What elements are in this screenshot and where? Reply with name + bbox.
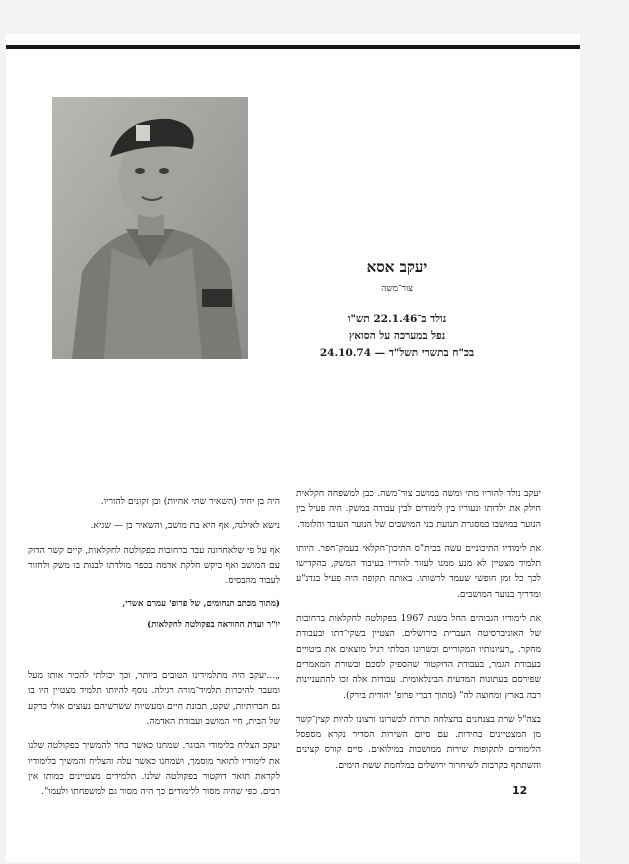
spacer bbox=[28, 638, 280, 668]
tribute-paragraph: יעקב הצליח בלימודי הבוגר. שמחנו כאשר בחר להמשיך בפקולטה שלנו את לימודיו לתואר מוסמך, ושמחנו כאשר עלה והצליח והמשיך בלימודיו לקראת תואר דוקטור בפקולטה שלנו. תלמידים מצטיינים כמותו אין רבים. כפי שהיה מסור ללימודים כך היה מסור גם למשפחתו ולעמו". bbox=[28, 740, 280, 798]
hometown: צור־משה bbox=[381, 284, 413, 294]
bio-paragraph: את לימודיו התיכוניים עשה בבית"ס התיכון־חקלאי בעמק־חפר. היותו תלמיד מצטיין לא מנע ממנו לעזור להוריו בעיבוד המשק, בהקדישו לכך כל זמן חופשי שעמד לרשותו. באותה תקופה היה פעיל בגדנ"ע ומדריך בנוער המושבים. bbox=[296, 542, 541, 600]
quote-source-line: (מתוך מכתב תנחומים, של פרופ' עמרם אשרי, bbox=[122, 599, 280, 610]
bio-paragraph: את לימודיו הגבוהים החל בשנת 1967 בפקולטה לחקלאות ברחובות של האוניברסיטה העברית בירושלים. הצטיין בשקי־דתו ובעבודת מחקר. „רעיונותיו המקוריים וכשרונו הבלתי רגיל מוצאים את ביטויים בעבודת הגמר, בעבודת הדוקטור שהספיק לסכם ובשורת המאמרים שפירסם בעתונות המדעית הבינלאומית. עבודות אלה זכו להתעניינות רבה בארץ ומחוצה לה" (מתוך דברי פרופ' יהודית בירק). bbox=[296, 613, 541, 701]
quote-source-line: יו"ר ועדת ההוראה בפקולטה לחקלאות) bbox=[147, 619, 280, 630]
page-number: 12 bbox=[512, 784, 528, 797]
biography-column bbox=[296, 486, 541, 782]
family-paragraph: אף על פי שלאחרונה עבד ברחובות בפקולטה לחקלאות, קיים קשר הדוק עם המושב ואף ביקש חלקת אדמה בכפר מולדתו לבנות בו משק ולחזור לעבוד מהבסיס. bbox=[28, 544, 280, 587]
tribute-paragraph: „...יעקב היה מתלמידינו הטובים ביותר, וכך יכולתי להכיר אותו מעל ומעבר להיכרות תלמיד־מורה רגילה. נוסף להיותו תלמיד מצטיין היו בו גם חברותיות, שקט, תבונת חיים ומעשיות ששרשיהם נעוצים אולי ברקע של הבית, חיי המושב ועבודת האדמה. bbox=[28, 670, 280, 727]
family-paragraph: נישא לאילנה, אף היא בת מושב, והשאיר בן — שגיא. bbox=[90, 520, 280, 532]
tribute-column bbox=[28, 494, 280, 808]
portrait-photo bbox=[52, 97, 248, 359]
memorial-heading bbox=[282, 258, 512, 364]
person-name: יעקב אסא bbox=[366, 258, 428, 276]
bio-paragraph: בצה"ל שרת בצנחנים בהצלחה תרדת לכשרונו ורצונו להיות קצין־קשר מן המצטיינים בחידות. עם סיום השירות הסדיר נקרא מספסל הלימודים לתקופות שירות ממושכות במילואים. סיים קורס קצינים והשתתף בקרבות לשיחרור ירושלים במלחמת ששת הימים. bbox=[296, 713, 541, 771]
fell-line: נפל במערכה על הסואץ bbox=[348, 330, 446, 343]
death-date: בכ"ח בתשרי תשל"ד — 24.10.74 bbox=[319, 347, 475, 360]
top-rule bbox=[6, 45, 580, 49]
bio-paragraph: יעקב נולד להוריו מתי ומשה במושב צור־משה. כבן למשפחה חקלאית חילק את ילדותו ונעוריו בין לימודים לבין עבודה במשק. היה פעיל בין הנוער במושבו במסגרת תנועת בני המושבים של הנוער העובד והלומד. bbox=[296, 488, 541, 530]
birth-date: נולד ב־22.1.46 תש"ו bbox=[347, 313, 447, 325]
family-paragraph: היה בן יחיד (השאיר שתי אחיות) ובן זקונים להוריו. bbox=[100, 496, 280, 507]
